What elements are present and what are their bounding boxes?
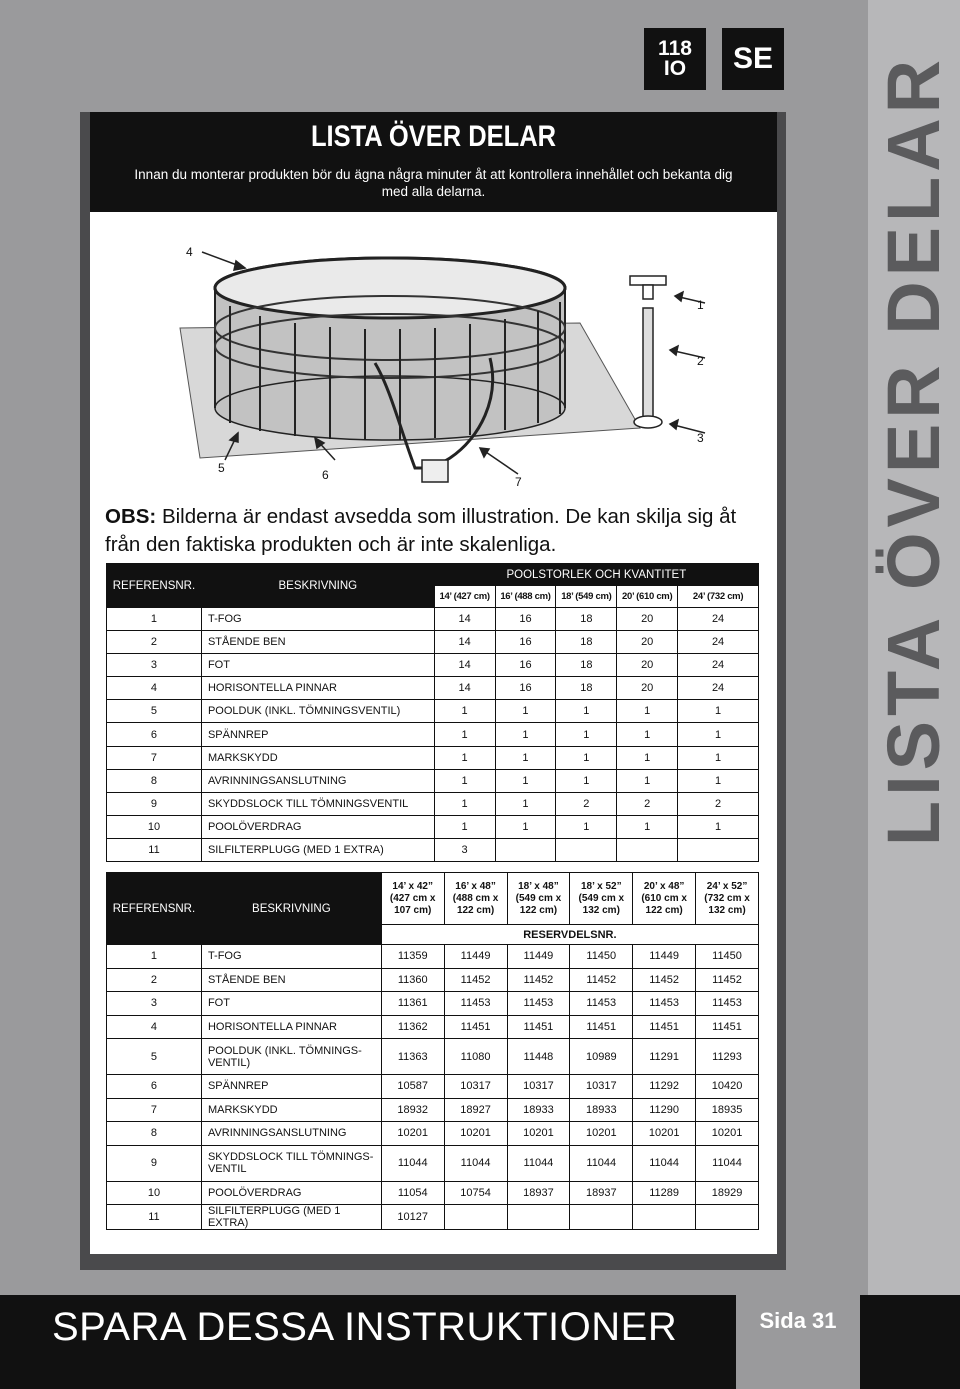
page-number: Sida 31 — [759, 1308, 837, 1333]
qty-cell: 24 — [678, 608, 759, 631]
qty-cell: 1 — [678, 815, 759, 838]
desc-line: HORISONTELLA PINNAR — [207, 1020, 337, 1033]
qty-cell: 1 — [495, 815, 556, 838]
qty-cell: 1 — [556, 746, 617, 769]
part-number-cell: 11044 — [507, 1145, 570, 1181]
qty-cell: 1 — [617, 815, 678, 838]
ref-cell: 2 — [107, 968, 202, 992]
part-number-cell: 11359 — [381, 945, 444, 969]
part-number-cell: 10201 — [570, 1122, 633, 1146]
table-row — [107, 769, 759, 792]
part-number-cell: 11451 — [633, 1015, 696, 1039]
desc-cell — [201, 945, 381, 969]
spare-size-header: 18’ x 52” (549 cm x 132 cm) — [570, 873, 633, 925]
qty-cell: 1 — [556, 769, 617, 792]
qty-cell: 1 — [617, 700, 678, 723]
desc-line: POOLÖVERDRAG — [207, 1186, 302, 1199]
ref-cell: 11 — [107, 1205, 202, 1230]
desc-cell: SKYDDSLOCK TILL TÖMNINGSVENTIL — [201, 792, 434, 815]
part-number-cell: 11449 — [507, 945, 570, 969]
desc-line: SILFILTERPLUGG (MED 1 EXTRA) — [207, 1205, 341, 1229]
table-row — [107, 815, 759, 838]
qty-cell: 1 — [434, 792, 495, 815]
part-number-cell: 18929 — [696, 1181, 759, 1205]
qty-cell — [556, 838, 617, 861]
qty-cell: 24 — [678, 654, 759, 677]
part-number-cell: 18937 — [570, 1181, 633, 1205]
desc-line: VENTIL) — [207, 1056, 251, 1069]
desc-cell — [201, 1039, 381, 1075]
desc-cell: FOT — [201, 654, 434, 677]
ref-header: REFERENSNR. — [107, 873, 202, 945]
desc-line: AVRINNINGSANSLUTNING — [207, 1127, 347, 1140]
desc-cell: HORISONTELLA PINNAR — [201, 677, 434, 700]
ref-cell: 8 — [107, 1122, 202, 1146]
ref-cell: 11 — [107, 838, 202, 861]
qty-cell: 1 — [678, 769, 759, 792]
qty-cell: 14 — [434, 654, 495, 677]
ref-cell: 6 — [107, 723, 202, 746]
part-number-cell: 18933 — [507, 1098, 570, 1122]
table-row — [107, 631, 759, 654]
desc-cell — [201, 992, 381, 1016]
part-number-cell: 11292 — [633, 1075, 696, 1099]
ref-cell: 6 — [107, 1075, 202, 1099]
part-number-cell: 11289 — [633, 1181, 696, 1205]
part-number-cell: 11452 — [633, 968, 696, 992]
table-row — [107, 1122, 759, 1146]
spare-size-header: 18’ x 48” (549 cm x 122 cm) — [507, 873, 570, 925]
spare-size-header: 16’ x 48” (488 cm x 122 cm) — [444, 873, 507, 925]
part-number-cell: 11044 — [696, 1145, 759, 1181]
qty-cell: 18 — [556, 654, 617, 677]
ref-cell: 10 — [107, 815, 202, 838]
table-row — [107, 654, 759, 677]
illustration-note: OBS: Bilderna är endast avsedda som illustration. De kan skilja sig åt från den faktiska produkten och är inte skalenliga. — [105, 505, 737, 556]
part-number-cell: 10201 — [507, 1122, 570, 1146]
part-number-cell: 11449 — [444, 945, 507, 969]
desc-line: T-FOG — [207, 950, 242, 963]
desc-cell — [201, 1181, 381, 1205]
part-number-cell: 10201 — [381, 1122, 444, 1146]
ref-cell: 8 — [107, 769, 202, 792]
qty-cell: 16 — [495, 654, 556, 677]
part-number-cell: 18937 — [507, 1181, 570, 1205]
pump — [422, 460, 448, 482]
table-row — [107, 700, 759, 723]
table-row — [107, 746, 759, 769]
qty-cell: 16 — [495, 631, 556, 654]
ref-cell: 7 — [107, 1098, 202, 1122]
spare-size-header: 24’ x 52” (732 cm x 132 cm) — [696, 873, 759, 925]
ref-cell: 4 — [107, 677, 202, 700]
part-number-cell: 10754 — [444, 1181, 507, 1205]
desc-cell — [201, 1205, 381, 1230]
desc-line: MARKSKYDD — [207, 1103, 278, 1116]
ref-cell: 5 — [107, 1039, 202, 1075]
part-number-cell: 18927 — [444, 1098, 507, 1122]
qty-cell: 20 — [617, 677, 678, 700]
part-number-cell: 11453 — [570, 992, 633, 1016]
qty-cell: 1 — [556, 815, 617, 838]
part-number-cell: 11291 — [633, 1039, 696, 1075]
quantity-table — [106, 563, 759, 862]
qty-cell — [495, 838, 556, 861]
desc-line: SPÄNNREP — [207, 1080, 269, 1093]
callout-6: 6 — [322, 468, 329, 482]
callout-5: 5 — [218, 461, 225, 475]
desc-line: POOLDUK (INKL. TÖMNINGS- — [207, 1044, 362, 1057]
table-row — [107, 608, 759, 631]
desc-cell: T-FOG — [201, 608, 434, 631]
callout-2: 2 — [697, 354, 704, 368]
callout-4: 4 — [186, 245, 193, 259]
ref-cell: 9 — [107, 1145, 202, 1181]
desc-cell: AVRINNINGSANSLUTNING — [201, 769, 434, 792]
part-number-cell: 11453 — [507, 992, 570, 1016]
desc-cell: MARKSKYDD — [201, 746, 434, 769]
qty-cell: 1 — [678, 746, 759, 769]
foot — [634, 416, 662, 428]
ref-header: REFERENSNR. — [107, 564, 202, 608]
part-number-cell: 11452 — [696, 968, 759, 992]
qty-cell: 1 — [495, 746, 556, 769]
spare-group-header: RESERVDELSNR. — [381, 925, 758, 945]
ref-cell: 5 — [107, 700, 202, 723]
qty-cell: 1 — [556, 700, 617, 723]
ref-cell: 7 — [107, 746, 202, 769]
desc-cell: POOLDUK (INKL. TÖMNINGSVENTIL) — [201, 700, 434, 723]
qty-cell: 20 — [617, 631, 678, 654]
part-number-cell: 10317 — [444, 1075, 507, 1099]
desc-cell: SPÄNNREP — [201, 723, 434, 746]
leg — [643, 308, 653, 418]
model-badge: 118 IO — [644, 28, 706, 90]
part-number-cell: 18933 — [570, 1098, 633, 1122]
part-number-cell — [444, 1205, 507, 1230]
qty-cell: 1 — [495, 769, 556, 792]
table-row — [107, 1205, 759, 1230]
qty-cell: 1 — [617, 746, 678, 769]
qty-cell — [617, 838, 678, 861]
qty-cell — [678, 838, 759, 861]
part-number-cell — [507, 1205, 570, 1230]
part-number-cell: 18932 — [381, 1098, 444, 1122]
qty-cell: 1 — [556, 723, 617, 746]
qty-cell: 1 — [678, 700, 759, 723]
part-number-cell: 11451 — [696, 1015, 759, 1039]
desc-line: STÅENDE BEN — [207, 973, 286, 986]
part-number-cell: 11453 — [444, 992, 507, 1016]
part-number-cell: 11054 — [381, 1181, 444, 1205]
part-number-cell: 11449 — [633, 945, 696, 969]
qty-cell: 1 — [434, 769, 495, 792]
pool-bottom — [215, 376, 565, 440]
part-number-cell: 10201 — [633, 1122, 696, 1146]
table-row — [107, 992, 759, 1016]
qty-cell: 2 — [556, 792, 617, 815]
part-number-cell: 11080 — [444, 1039, 507, 1075]
part-number-cell: 18935 — [696, 1098, 759, 1122]
part-number-cell: 10201 — [444, 1122, 507, 1146]
qty-cell: 14 — [434, 631, 495, 654]
qty-cell: 1 — [434, 815, 495, 838]
part-number-cell: 11044 — [633, 1145, 696, 1181]
spare-size-header: 14’ x 42” (427 cm x 107 cm) — [381, 873, 444, 925]
desc-cell: POOLÖVERDRAG — [201, 815, 434, 838]
qty-cell: 18 — [556, 631, 617, 654]
size-header: 20’ (610 cm) — [617, 586, 678, 608]
spare-size-header: 20’ x 48” (610 cm x 122 cm) — [633, 873, 696, 925]
qty-cell: 1 — [617, 769, 678, 792]
table-row — [107, 838, 759, 861]
spare-parts-table — [106, 872, 759, 1230]
size-header: 18’ (549 cm) — [556, 586, 617, 608]
desc-cell — [201, 968, 381, 992]
qty-cell: 20 — [617, 654, 678, 677]
part-number-cell: 11453 — [696, 992, 759, 1016]
part-number-cell: 10317 — [507, 1075, 570, 1099]
part-number-cell: 11448 — [507, 1039, 570, 1075]
part-number-cell: 11362 — [381, 1015, 444, 1039]
desc-line: FOT — [207, 997, 230, 1010]
t-joint — [630, 276, 666, 285]
size-group-header: POOLSTORLEK OCH KVANTITET — [434, 564, 758, 586]
part-number-cell: 10127 — [381, 1205, 444, 1230]
desc-cell: STÅENDE BEN — [201, 631, 434, 654]
table-row — [107, 723, 759, 746]
qty-cell: 14 — [434, 677, 495, 700]
table-row — [107, 1181, 759, 1205]
part-number-cell: 10420 — [696, 1075, 759, 1099]
qty-cell: 14 — [434, 608, 495, 631]
table-row — [107, 1098, 759, 1122]
table-row — [107, 1145, 759, 1181]
footer-title: SPARA DESSA INSTRUKTIONER — [52, 1305, 678, 1349]
part-number-cell: 11450 — [570, 945, 633, 969]
desc-cell — [201, 1015, 381, 1039]
table-row — [107, 792, 759, 815]
table-row — [107, 1039, 759, 1075]
part-number-cell — [633, 1205, 696, 1230]
qty-cell: 24 — [678, 677, 759, 700]
pool-diagram — [160, 228, 760, 498]
ref-cell: 10 — [107, 1181, 202, 1205]
qty-cell: 1 — [434, 746, 495, 769]
ref-cell: 9 — [107, 792, 202, 815]
part-number-cell: 11452 — [507, 968, 570, 992]
part-number-cell: 11044 — [381, 1145, 444, 1181]
part-number-cell: 11293 — [696, 1039, 759, 1075]
qty-cell: 1 — [434, 700, 495, 723]
part-number-cell: 10989 — [570, 1039, 633, 1075]
part-number-cell: 11451 — [507, 1015, 570, 1039]
qty-cell: 24 — [678, 631, 759, 654]
size-header: 24’ (732 cm) — [678, 586, 759, 608]
part-number-cell: 11452 — [444, 968, 507, 992]
callout-1: 1 — [697, 298, 704, 312]
qty-cell: 1 — [495, 700, 556, 723]
part-number-cell: 10587 — [381, 1075, 444, 1099]
side-title: LISTA ÖVER DELAR — [872, 54, 956, 846]
ref-cell: 1 — [107, 945, 202, 969]
part-number-cell: 11361 — [381, 992, 444, 1016]
part-number-cell: 11363 — [381, 1039, 444, 1075]
table-row — [107, 945, 759, 969]
desc-cell — [201, 1075, 381, 1099]
table-row — [107, 1015, 759, 1039]
intro-text: Innan du monterar produkten bör du ägna några minuter åt att kontrollera innehållet och bekanta dig med alla delarna. — [134, 167, 733, 199]
ref-cell: 2 — [107, 631, 202, 654]
ref-cell: 3 — [107, 992, 202, 1016]
desc-header: BESKRIVNING — [201, 873, 381, 945]
table-row — [107, 677, 759, 700]
qty-cell: 1 — [495, 723, 556, 746]
qty-cell: 1 — [434, 723, 495, 746]
ref-cell: 4 — [107, 1015, 202, 1039]
callout-7: 7 — [515, 475, 522, 489]
qty-cell: 16 — [495, 677, 556, 700]
qty-cell: 2 — [617, 792, 678, 815]
part-number-cell: 11044 — [444, 1145, 507, 1181]
size-header: 16’ (488 cm) — [495, 586, 556, 608]
qty-cell: 1 — [617, 723, 678, 746]
desc-cell — [201, 1122, 381, 1146]
part-number-cell: 11360 — [381, 968, 444, 992]
part-number-cell: 11452 — [570, 968, 633, 992]
part-number-cell: 11290 — [633, 1098, 696, 1122]
callout-3: 3 — [697, 431, 704, 445]
qty-cell: 20 — [617, 608, 678, 631]
part-number-cell: 11450 — [696, 945, 759, 969]
desc-header: BESKRIVNING — [201, 564, 434, 608]
part-number-cell: 11451 — [570, 1015, 633, 1039]
qty-cell: 2 — [678, 792, 759, 815]
size-header: 14’ (427 cm) — [434, 586, 495, 608]
part-number-cell: 11453 — [633, 992, 696, 1016]
page-title: LISTA ÖVER DELAR — [310, 120, 557, 153]
desc-cell — [201, 1145, 381, 1181]
part-number-cell — [696, 1205, 759, 1230]
desc-line: SKYDDSLOCK TILL TÖMNINGS- — [207, 1151, 374, 1163]
part-number-cell: 11451 — [444, 1015, 507, 1039]
language-badge: SE — [722, 28, 784, 90]
qty-cell: 1 — [495, 792, 556, 815]
qty-cell: 3 — [434, 838, 495, 861]
part-number-cell: 10317 — [570, 1075, 633, 1099]
qty-cell: 18 — [556, 608, 617, 631]
desc-cell: SILFILTERPLUGG (MED 1 EXTRA) — [201, 838, 434, 861]
table-row — [107, 968, 759, 992]
table-row — [107, 1075, 759, 1099]
part-number-cell: 10201 — [696, 1122, 759, 1146]
qty-cell: 18 — [556, 677, 617, 700]
part-number-cell: 11044 — [570, 1145, 633, 1181]
ref-cell: 3 — [107, 654, 202, 677]
qty-cell: 1 — [678, 723, 759, 746]
desc-cell — [201, 1098, 381, 1122]
qty-cell: 16 — [495, 608, 556, 631]
ref-cell: 1 — [107, 608, 202, 631]
part-number-cell — [570, 1205, 633, 1230]
desc-line: VENTIL — [207, 1163, 247, 1175]
